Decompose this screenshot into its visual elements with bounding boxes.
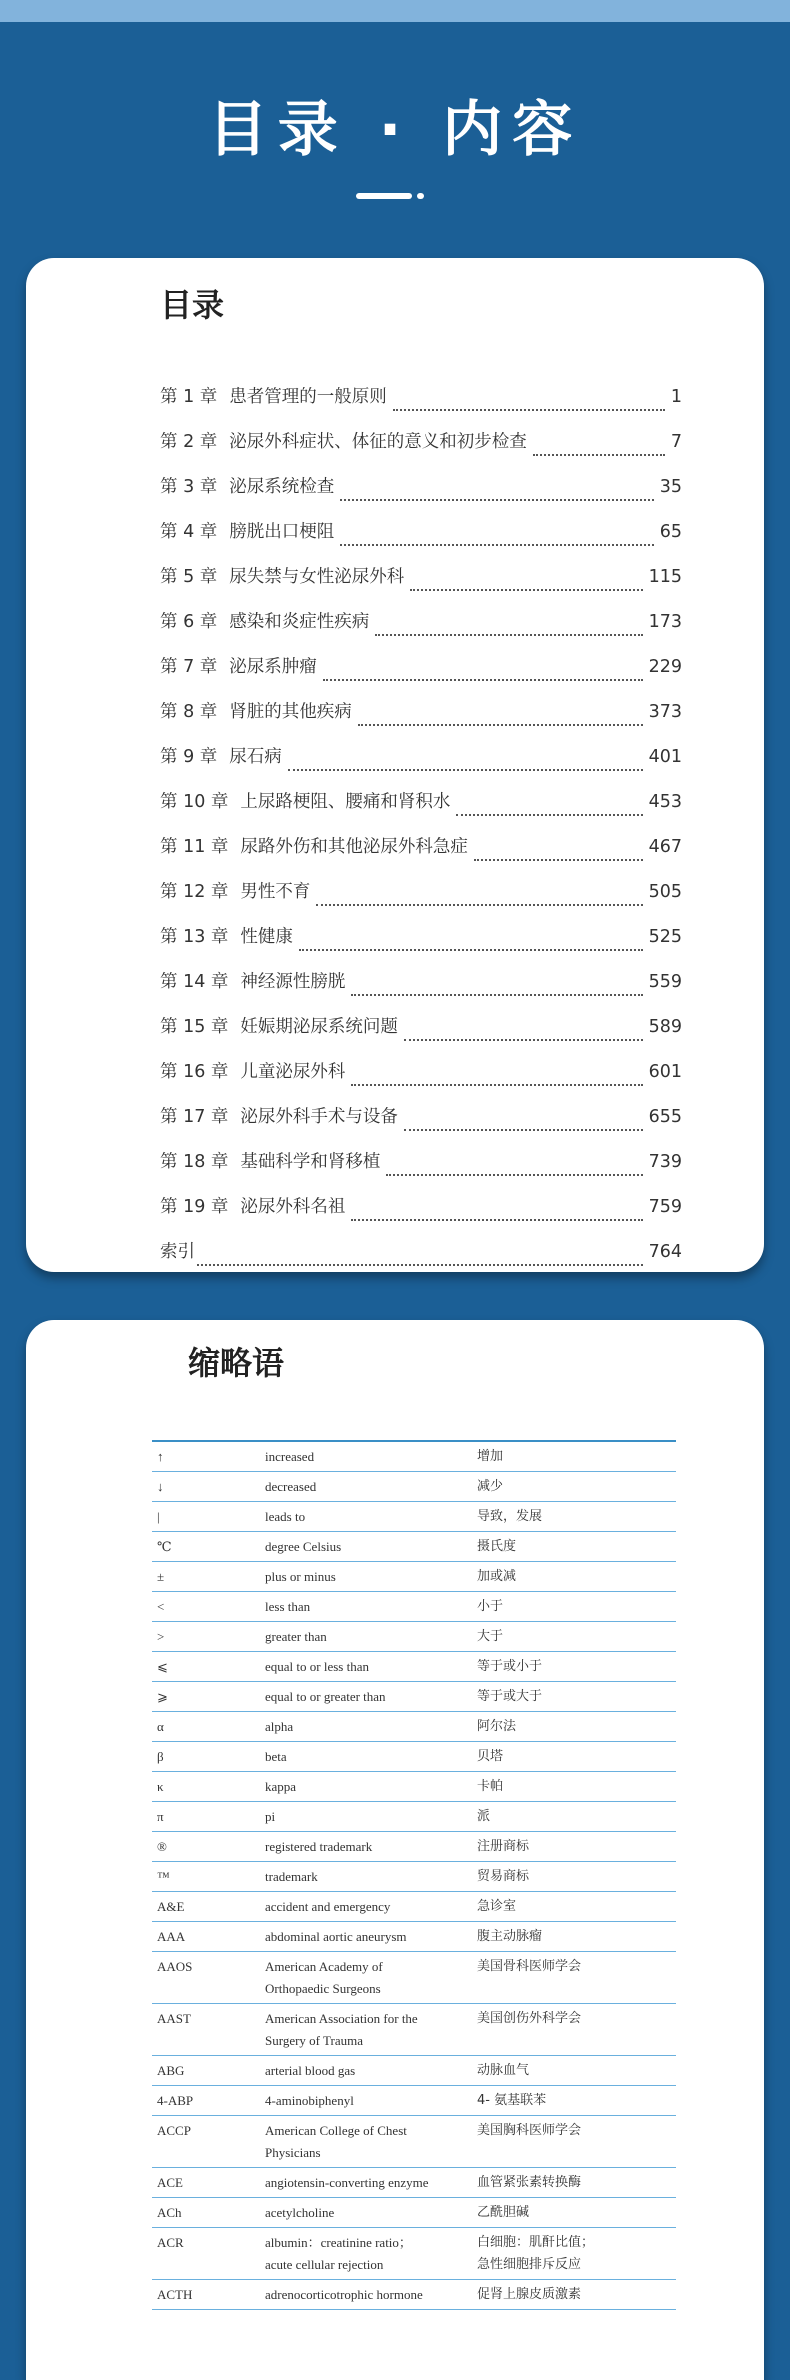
toc-chapter-title: 儿童泌尿外科 (240, 1062, 346, 1082)
toc-chapter-title: 泌尿外科名祖 (240, 1197, 346, 1217)
abbreviation-english: pi (265, 1809, 276, 1824)
abbreviation-row (152, 1742, 676, 1772)
abbreviation-term: 4-ABP (157, 2093, 194, 2108)
abbreviation-term: ACE (157, 2175, 183, 2190)
abbreviation-row (152, 1922, 676, 1952)
abbreviation-term: AAA (157, 1929, 186, 1944)
abbreviation-row (152, 1622, 676, 1652)
abbreviation-row (152, 1862, 676, 1892)
toc-dot-leader (358, 723, 643, 726)
abbreviation-english: beta (265, 1749, 287, 1764)
toc-row[interactable] (160, 968, 682, 1013)
toc-dot-leader (375, 633, 642, 636)
toc-page-number: 525 (648, 927, 682, 947)
toc-row[interactable] (160, 563, 682, 608)
abbreviation-chinese: 小于 (477, 1599, 504, 1614)
abbreviation-chinese: 动脉血气 (477, 2063, 530, 2078)
abbreviation-chinese: 导致，发展 (477, 1509, 543, 1524)
toc-chapter-number: 第 7 章 (160, 657, 218, 677)
toc-page-number: 589 (648, 1017, 682, 1037)
toc-row[interactable] (160, 1148, 682, 1193)
underline-bar (356, 193, 412, 199)
abbreviation-row (152, 1682, 676, 1712)
abbreviations-title: 缩略语 (188, 1344, 285, 1382)
toc-index-title: 索引 (160, 1242, 195, 1262)
toc-chapter-number: 第 16 章 (160, 1062, 229, 1082)
abbreviation-chinese: 加或减 (477, 1569, 517, 1584)
toc-page-number: 7 (670, 432, 682, 452)
abbreviation-term: AAOS (157, 1959, 193, 1974)
abbreviation-chinese: 促肾上腺皮质激素 (477, 2287, 582, 2302)
toc-chapter-title: 尿失禁与女性泌尿外科 (229, 567, 405, 587)
abbreviation-english: abdominal aortic aneurysm (265, 1929, 407, 1944)
toc-row[interactable] (160, 698, 682, 743)
abbreviation-term: κ (157, 1779, 164, 1794)
abbreviation-term: ⩾ (157, 1689, 168, 1704)
toc-dot-leader (351, 1218, 642, 1221)
abbreviation-term: ACh (157, 2205, 182, 2220)
abbreviation-term: α (157, 1719, 164, 1734)
toc-dot-leader (197, 1263, 643, 1266)
toc-chapter-title: 神经源性膀胱 (240, 972, 346, 992)
abbreviation-english: degree Celsius (265, 1539, 342, 1554)
abbreviation-chinese: 贝塔 (477, 1749, 504, 1764)
toc-dot-leader (340, 498, 653, 501)
abbreviation-chinese: 派 (477, 1809, 491, 1824)
toc-dot-leader (351, 1083, 642, 1086)
toc-page-number: 453 (648, 792, 682, 812)
toc-chapter-title: 尿石病 (229, 747, 282, 767)
abbreviation-chinese: 贸易商标 (477, 1869, 530, 1884)
toc-row[interactable] (160, 743, 682, 788)
abbreviation-row (152, 1532, 676, 1562)
toc-dot-leader (393, 408, 665, 411)
abbreviation-row (152, 2280, 676, 2310)
abbreviation-english: American Association for the Surgery of Trauma (265, 2011, 418, 2048)
toc-chapter-title: 妊娠期泌尿系统问题 (240, 1017, 398, 1037)
toc-chapter-title: 感染和炎症性疾病 (229, 612, 370, 632)
abbreviations-card (26, 1320, 764, 2380)
toc-row[interactable] (160, 788, 682, 833)
abbreviation-english: decreased (265, 1479, 317, 1494)
toc-row[interactable] (160, 383, 682, 428)
abbreviation-english: registered trademark (265, 1839, 373, 1854)
toc-chapter-title: 尿路外伤和其他泌尿外科急症 (240, 837, 468, 857)
toc-dot-leader (386, 1173, 642, 1176)
abbreviation-english: adrenocorticotrophic hormone (265, 2287, 423, 2302)
toc-chapter-title: 泌尿系肿瘤 (229, 657, 317, 677)
toc-chapter-number: 第 15 章 (160, 1017, 229, 1037)
toc-chapter-number: 第 17 章 (160, 1107, 229, 1127)
abbreviation-chinese: 阿尔法 (477, 1719, 517, 1734)
toc-row[interactable] (160, 1103, 682, 1148)
abbreviation-row (152, 2086, 676, 2116)
toc-row[interactable] (160, 518, 682, 563)
toc-row[interactable] (160, 923, 682, 968)
toc-row[interactable] (160, 833, 682, 878)
abbreviation-chinese: 乙酰胆碱 (477, 2205, 530, 2220)
abbreviation-row (152, 2228, 676, 2280)
abbreviation-chinese: 增加 (477, 1449, 504, 1464)
abbreviation-term: π (157, 1809, 164, 1824)
abbreviation-row (152, 2004, 676, 2056)
abbreviation-english: greater than (265, 1629, 327, 1644)
abbreviation-row (152, 1592, 676, 1622)
toc-page-number: 401 (648, 747, 682, 767)
abbreviation-term: AAST (157, 2011, 191, 2026)
toc-title: 目录 (160, 286, 225, 324)
toc-page-number: 65 (659, 522, 682, 542)
toc-page-number: 173 (648, 612, 682, 632)
toc-page-number: 759 (648, 1197, 682, 1217)
toc-chapter-title: 肾脏的其他疾病 (229, 702, 352, 722)
toc-row[interactable] (160, 653, 682, 698)
toc-row[interactable] (160, 1193, 682, 1238)
abbreviation-english: arterial blood gas (265, 2063, 356, 2078)
abbreviation-term: ↓ (157, 1479, 164, 1494)
toc-page-number: 505 (648, 882, 682, 902)
toc-row[interactable] (160, 473, 682, 518)
toc-dot-leader (351, 993, 642, 996)
abbreviation-term: ⩽ (157, 1659, 168, 1674)
abbreviation-term: ™ (157, 1869, 170, 1884)
abbreviation-english: equal to or less than (265, 1659, 369, 1674)
toc-chapter-title: 性健康 (240, 927, 293, 947)
toc-dot-leader (533, 453, 665, 456)
abbreviation-english: leads to (265, 1509, 306, 1524)
toc-page-number: 115 (648, 567, 682, 587)
toc-chapter-title: 基础科学和肾移植 (240, 1152, 381, 1172)
abbreviation-row (152, 1892, 676, 1922)
toc-dot-leader (404, 1128, 643, 1131)
toc-chapter-number: 第 3 章 (160, 477, 218, 497)
toc-dot-leader (474, 858, 643, 861)
abbreviation-row (152, 1772, 676, 1802)
abbreviation-english: less than (265, 1599, 311, 1614)
toc-chapter-title: 泌尿外科手术与设备 (240, 1107, 398, 1127)
abbreviation-row (152, 2198, 676, 2228)
toc-card (26, 258, 764, 1272)
toc-dot-leader (316, 903, 642, 906)
abbreviation-row (152, 2056, 676, 2086)
toc-chapter-number: 第 8 章 (160, 702, 218, 722)
toc-dot-leader (410, 588, 642, 591)
abbreviation-chinese: 注册商标 (477, 1839, 530, 1854)
abbreviation-row (152, 1802, 676, 1832)
abbreviation-english: increased (265, 1449, 315, 1464)
toc-dot-leader (299, 948, 643, 951)
toc-page-number: 559 (648, 972, 682, 992)
toc-chapter-title: 泌尿系统检查 (229, 477, 335, 497)
abbreviation-chinese: 美国胸科医师学会 (477, 2123, 582, 2138)
abbreviation-english: angiotensin-converting enzyme (265, 2175, 429, 2190)
toc-chapter-number: 第 4 章 (160, 522, 218, 542)
abbreviation-chinese: 卡帕 (477, 1779, 504, 1794)
toc-chapter-title: 泌尿外科症状、体征的意义和初步检查 (229, 432, 527, 452)
abbreviation-row (152, 1952, 676, 2004)
abbreviation-row (152, 2116, 676, 2168)
abbreviation-chinese: 4- 氨基联苯 (477, 2093, 547, 2108)
abbreviation-term: ® (157, 1839, 167, 1854)
toc-dot-leader (340, 543, 653, 546)
abbreviation-row (152, 1652, 676, 1682)
abbreviation-chinese: 美国骨科医师学会 (477, 1959, 582, 1974)
toc-row[interactable] (160, 428, 682, 473)
abbreviation-english: accident and emergency (265, 1899, 391, 1914)
abbreviation-chinese: 等于或大于 (477, 1689, 543, 1704)
abbreviation-english: kappa (265, 1779, 297, 1794)
abbreviation-chinese: 等于或小于 (477, 1659, 543, 1674)
toc-chapter-number: 第 14 章 (160, 972, 229, 992)
abbreviation-term: ± (157, 1569, 165, 1584)
abbreviations-table (152, 1440, 676, 2310)
abbreviation-term: < (157, 1599, 165, 1614)
abbreviation-chinese: 急诊室 (477, 1899, 517, 1914)
toc-chapter-number: 第 18 章 (160, 1152, 229, 1172)
abbreviation-chinese: 摄氏度 (477, 1539, 517, 1554)
abbreviation-term: β (157, 1749, 164, 1764)
underline-dot (417, 193, 424, 199)
abbreviation-row (152, 1442, 676, 1472)
abbreviation-row (152, 1712, 676, 1742)
toc-chapter-number: 第 12 章 (160, 882, 229, 902)
toc-page-number: 229 (648, 657, 682, 677)
abbreviation-row (152, 1502, 676, 1532)
toc-chapter-number: 第 10 章 (160, 792, 229, 812)
toc-row-index[interactable] (160, 1238, 682, 1283)
abbreviation-chinese: 减少 (477, 1479, 504, 1494)
page-title: 目录 · 内容 (207, 95, 583, 165)
toc-list (160, 383, 682, 1283)
abbreviation-row (152, 2168, 676, 2198)
toc-page-number: 601 (648, 1062, 682, 1082)
toc-row[interactable] (160, 1013, 682, 1058)
abbreviation-english: trademark (265, 1869, 318, 1884)
toc-chapter-number: 第 5 章 (160, 567, 218, 587)
abbreviation-term: | (157, 1509, 160, 1524)
abbreviation-chinese: 美国创伤外科学会 (477, 2011, 582, 2026)
toc-chapter-number: 第 11 章 (160, 837, 229, 857)
toc-chapter-number: 第 9 章 (160, 747, 218, 767)
abbreviation-english: acetylcholine (265, 2205, 335, 2220)
abbreviation-chinese: 大于 (477, 1629, 504, 1644)
abbreviation-chinese: 腹主动脉瘤 (477, 1929, 543, 1944)
abbreviation-row (152, 1472, 676, 1502)
toc-dot-leader (404, 1038, 643, 1041)
abbreviation-term: ACCP (157, 2123, 191, 2138)
toc-page-number: 35 (659, 477, 682, 497)
abbreviation-term: ↑ (157, 1449, 164, 1464)
toc-index-page: 764 (648, 1242, 682, 1262)
top-band (0, 0, 790, 22)
toc-page-number: 1 (670, 387, 682, 407)
toc-page-number: 655 (648, 1107, 682, 1127)
toc-chapter-number: 第 19 章 (160, 1197, 229, 1217)
abbreviation-english: American Academy of Orthopaedic Surgeons (265, 1959, 383, 1996)
toc-page-number: 467 (648, 837, 682, 857)
toc-chapter-title: 患者管理的一般原则 (229, 387, 387, 407)
abbreviation-term: ACR (157, 2235, 184, 2250)
abbreviation-english: plus or minus (265, 1569, 336, 1584)
abbreviation-chinese: 血管紧张素转换酶 (477, 2175, 582, 2190)
abbreviation-english: alpha (265, 1719, 294, 1734)
abbreviation-term: > (157, 1629, 165, 1644)
toc-page-number: 373 (648, 702, 682, 722)
toc-chapter-number: 第 6 章 (160, 612, 218, 632)
toc-chapter-number: 第 2 章 (160, 432, 218, 452)
abbreviations-rows (152, 1442, 676, 2310)
abbreviation-term: ABG (157, 2063, 185, 2078)
abbreviation-term: ℃ (157, 1539, 172, 1554)
abbreviation-chinese: 白细胞：肌酐比值； 急性细胞排斥反应 (477, 2235, 595, 2272)
toc-chapter-title: 上尿路梗阻、腰痛和肾积水 (240, 792, 451, 812)
title-underline-decoration (356, 193, 424, 199)
abbreviation-english: equal to or greater than (265, 1689, 386, 1704)
toc-row[interactable] (160, 1058, 682, 1103)
toc-row[interactable] (160, 878, 682, 923)
abbreviation-row (152, 1832, 676, 1862)
toc-row[interactable] (160, 608, 682, 653)
toc-chapter-title: 男性不育 (240, 882, 311, 902)
abbreviation-row (152, 1562, 676, 1592)
toc-dot-leader (456, 813, 642, 816)
toc-dot-leader (288, 768, 643, 771)
toc-chapter-number: 第 1 章 (160, 387, 218, 407)
abbreviation-term: ACTH (157, 2287, 193, 2302)
abbreviation-english: 4-aminobiphenyl (265, 2093, 354, 2108)
toc-page-number: 739 (648, 1152, 682, 1172)
abbreviation-term: A&E (157, 1899, 185, 1914)
abbreviation-english: American College of Chest Physicians (265, 2123, 407, 2160)
toc-chapter-title: 膀胱出口梗阻 (229, 522, 335, 542)
abbreviation-english: albumin：creatinine ratio； acute cellular rejection (265, 2235, 412, 2272)
toc-chapter-number: 第 13 章 (160, 927, 229, 947)
toc-dot-leader (323, 678, 643, 681)
